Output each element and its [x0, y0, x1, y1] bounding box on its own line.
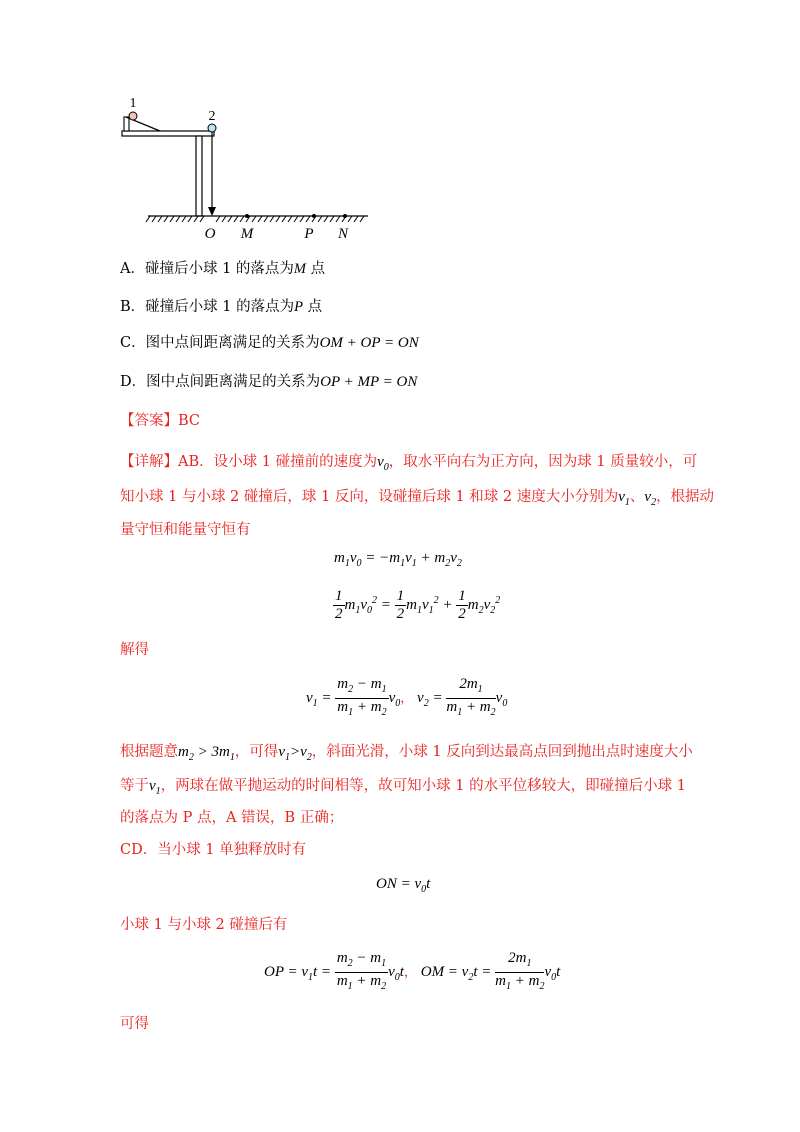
ramp-support: [124, 117, 129, 131]
explanation-text: 、: [629, 489, 645, 505]
explanation-text: ，两球在做平抛运动的时间相等，故可知小球 1 的水平位移较大，即碰撞后小球 1: [160, 778, 686, 794]
explanation-text: 根据题意: [120, 744, 178, 760]
explanation-line-5: [120, 776, 686, 802]
point-N-dot: [343, 214, 347, 218]
obtain-label: 可得: [120, 1016, 149, 1032]
point-P-dot: [312, 214, 316, 218]
ball-1: [129, 112, 137, 120]
symbol-v1: $v_1$: [149, 778, 161, 797]
point-O-label: O: [204, 226, 216, 242]
option-d-text: D．图中点间距离满足的关系为: [120, 374, 321, 390]
option-c-formula: OM + OP = ON: [319, 335, 419, 351]
after-collision-line: 小球 1 与小球 2 碰撞后有: [120, 917, 288, 933]
on-equation: ON = $v_0t$: [376, 876, 431, 895]
fall-arrowhead: [208, 207, 216, 216]
explanation-line-3: [120, 520, 251, 540]
explanation-line-6: [120, 808, 343, 828]
explanation-line-4: [120, 742, 693, 768]
option-a-text: A．碰撞后小球 1 的落点为: [120, 261, 294, 277]
ball-2-label: 2: [208, 109, 216, 124]
ball-1-label: 1: [129, 96, 137, 111]
option-c: [120, 333, 419, 353]
energy-equation: $\frac{1}{2}$ $m_1v_0^2$ = $\frac{1}{2}$ $m_1v_1^2$ + $\frac{1}{2}$ $m_2v_2^2$: [335, 588, 501, 622]
symbol-v2: $v_2$: [644, 489, 657, 508]
explanation-text: 知小球 1 与小球 2 碰撞后，球 1 反向，设碰撞后球 1 和球 2 速度大小分别为: [120, 489, 619, 505]
op-om-equation: OP = $v_1t$ = $\frac{m_2 - m_1}{m_1 + m_2}$ $v_0t$， OM = $v_2t$ = $\frac{2m_1}{m_1 + m_2}$ $v_0t$: [264, 950, 561, 992]
option-b-text: B．碰撞后小球 1 的落点为: [120, 299, 295, 315]
option-b-suffix: 点: [302, 299, 323, 315]
explanation-line-1: [120, 452, 697, 478]
ball-2: [208, 124, 216, 132]
explanation-text: ，根据动: [656, 489, 715, 505]
explanation-line-2: [120, 487, 714, 513]
explanation-text: ，取水平向右为正方向，因为球 1 质量较小，可: [388, 454, 698, 470]
explanation-text: 的落点为 P 点，A 错误，B 正确；: [120, 810, 344, 826]
velocity-solution: $v_1$ = $\frac{m_2 - m_1}{m_1 + m_2}$ $v_0$， $v_2$ = $\frac{2m_1}{m_1 + m_2}$ $v_0$: [306, 676, 508, 718]
symbol-v1: $v_1$: [618, 489, 630, 508]
condition-v1-gt-v2: $v_1>v_2$: [278, 744, 312, 763]
explanation-text: ，斜面光滑，小球 1 反向到达最高点回到抛出点时速度大小: [311, 744, 693, 760]
answer-line: [120, 411, 200, 431]
explanation-text: 等于: [120, 778, 149, 794]
point-M-dot: [245, 214, 249, 218]
condition-m2-gt-3m1: $m_2 > 3m_1$: [178, 744, 235, 763]
experiment-diagram: [110, 95, 380, 245]
table-top: [122, 131, 214, 136]
explanation-label: 【详解】: [120, 454, 178, 470]
option-d-formula: OP + MP = ON: [320, 374, 418, 390]
explanation-text: ，可得: [234, 744, 279, 760]
table-leg: [196, 136, 202, 216]
momentum-equation: $m_1v_0 = -m_1v_1 + m_2v_2$: [334, 550, 462, 569]
option-c-text: C．图中点间距离满足的关系为: [120, 335, 320, 351]
option-a: [120, 259, 325, 279]
option-b-var: P: [294, 299, 303, 315]
symbol-v0: $v_0$: [377, 454, 389, 473]
point-M-label: M: [240, 226, 254, 242]
point-N-label: N: [337, 226, 349, 242]
answer-label: 【答案】: [120, 413, 178, 429]
explanation-text: 量守恒和能量守恒有: [120, 522, 251, 538]
point-P-label: P: [304, 226, 314, 242]
ground-hatching: [146, 216, 364, 222]
option-a-var: M: [293, 261, 307, 277]
option-a-suffix: 点: [306, 261, 326, 277]
option-b: [120, 297, 322, 317]
answer-value: BC: [178, 413, 201, 429]
option-d: [120, 372, 417, 392]
cd-line: CD．当小球 1 单独释放时有: [120, 842, 307, 858]
explanation-text: AB．设小球 1 碰撞前的速度为: [178, 454, 378, 470]
solve-label: 解得: [120, 642, 149, 658]
